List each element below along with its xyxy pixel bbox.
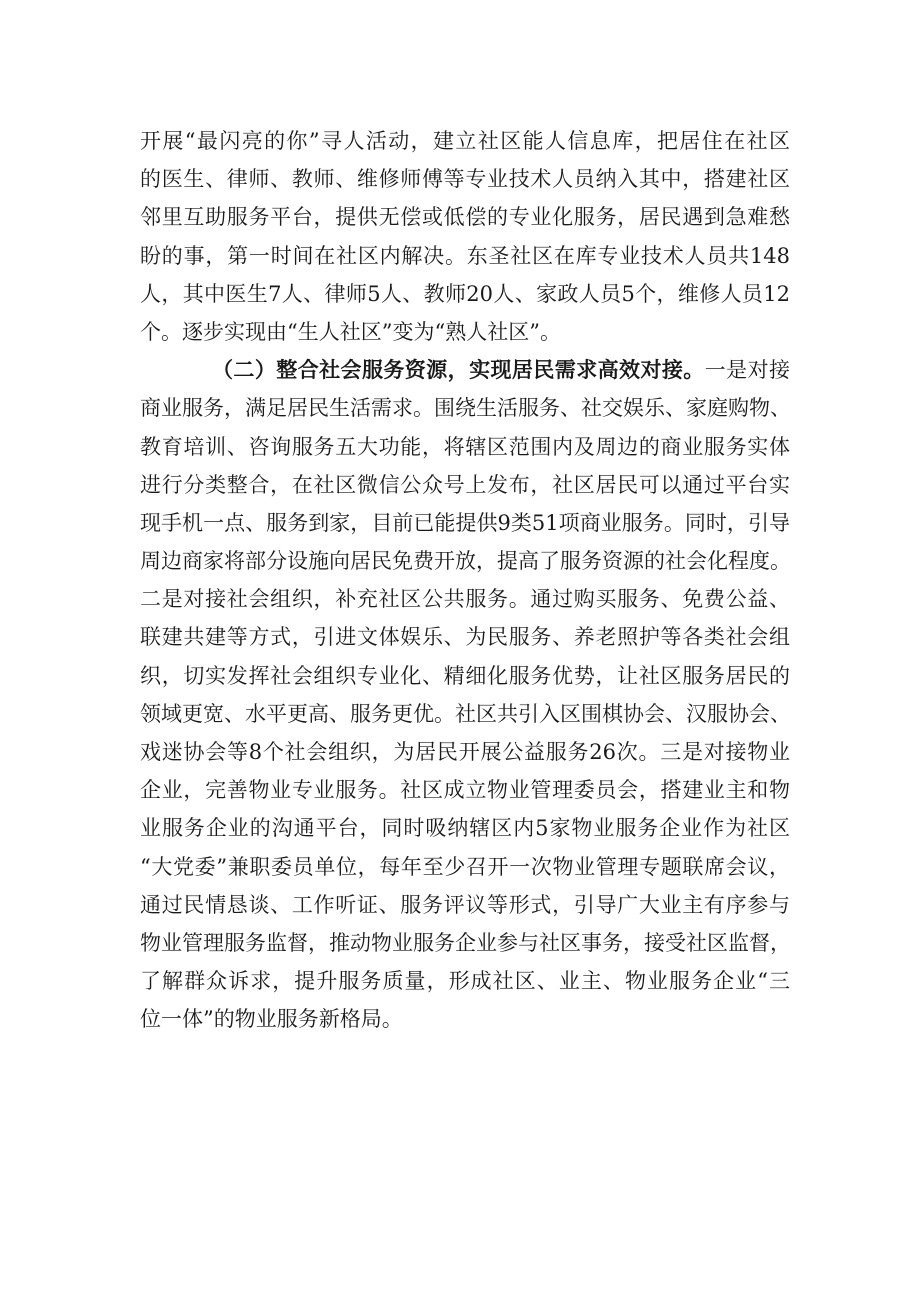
text-line: 业服务企业的沟通平台，同时吸纳辖区内5家物业服务企业作为社区 <box>140 816 790 841</box>
text-line: 二是对接社会组织，补充社区公共服务。通过购买服务、免费公益、 <box>140 587 790 612</box>
text-line: 商业服务，满足居民生活需求。围绕生活服务、社交娱乐、家庭购物、 <box>140 396 791 421</box>
text-line: 通过民情恳谈、工作听证、服务评议等形式，引导广大业主有序参与 <box>140 892 790 917</box>
paragraph-community-talent <box>140 122 790 351</box>
text-line: 了解群众诉求，提升服务质量，形成社区、业主、物业服务企业“三 <box>140 969 790 994</box>
paragraph-service-resources <box>140 351 790 1038</box>
text-line: 个。逐步实现由“生人社区”变为“熟人社区”。 <box>140 319 561 344</box>
text-line: 企业，完善物业专业服务。社区成立物业管理委员会，搭建业主和物 <box>140 778 790 803</box>
text-line: 盼的事，第一时间在社区内解决。东圣社区在库专业技术人员共148 <box>140 243 790 268</box>
document-body <box>140 122 790 1039</box>
text-line: 织，切实发挥社会组织专业化、精细化服务优势，让社区服务居民的 <box>140 663 790 688</box>
text-line: 进行分类整合，在社区微信公众号上发布，社区居民可以通过平台实 <box>140 472 790 497</box>
heading-continuation: 一是对接 <box>704 358 791 383</box>
text-line: “大党委”兼职委员单位，每年至少召开一次物业管理专题联席会议， <box>140 854 790 879</box>
text-line <box>140 351 790 389</box>
section-heading: （二）整合社会服务资源，实现居民需求高效对接。 <box>212 357 705 383</box>
text-line: 戏迷协会等8个社会组织，为居民开展公益服务26次。三是对接物业 <box>140 740 790 764</box>
text-line: 周边商家将部分设施向居民免费开放，提高了服务资源的社会化程度。 <box>140 549 791 574</box>
text-line: 的医生、律师、教师、维修师傅等专业技术人员纳入其中，搭建社区 <box>140 167 790 192</box>
text-line: 开展“最闪亮的你”寻人活动，建立社区能人信息库，把居住在社区 <box>140 129 790 153</box>
text-line: 位一体”的物业服务新格局。 <box>140 1007 403 1032</box>
text-line: 领域更宽、水平更高、服务更优。社区共引入区围棋协会、汉服协会、 <box>140 701 791 726</box>
text-line: 邻里互助服务平台，提供无偿或低偿的专业化服务，居民遇到急难愁 <box>140 205 790 230</box>
text-line: 现手机一点、服务到家，目前已能提供9类51项商业服务。同时，引导 <box>140 510 790 535</box>
text-line: 联建共建等方式，引进文体娱乐、为民服务、养老照护等各类社会组 <box>140 625 790 650</box>
text-line: 教育培训、咨询服务五大功能，将辖区范围内及周边的商业服务实体 <box>140 434 790 459</box>
text-line: 物业管理服务监督，推动物业服务企业参与社区事务，接受社区监督， <box>140 930 791 955</box>
text-line: 人，其中医生7人、律师5人、教师20人、家政人员5个，维修人员12 <box>140 281 790 306</box>
